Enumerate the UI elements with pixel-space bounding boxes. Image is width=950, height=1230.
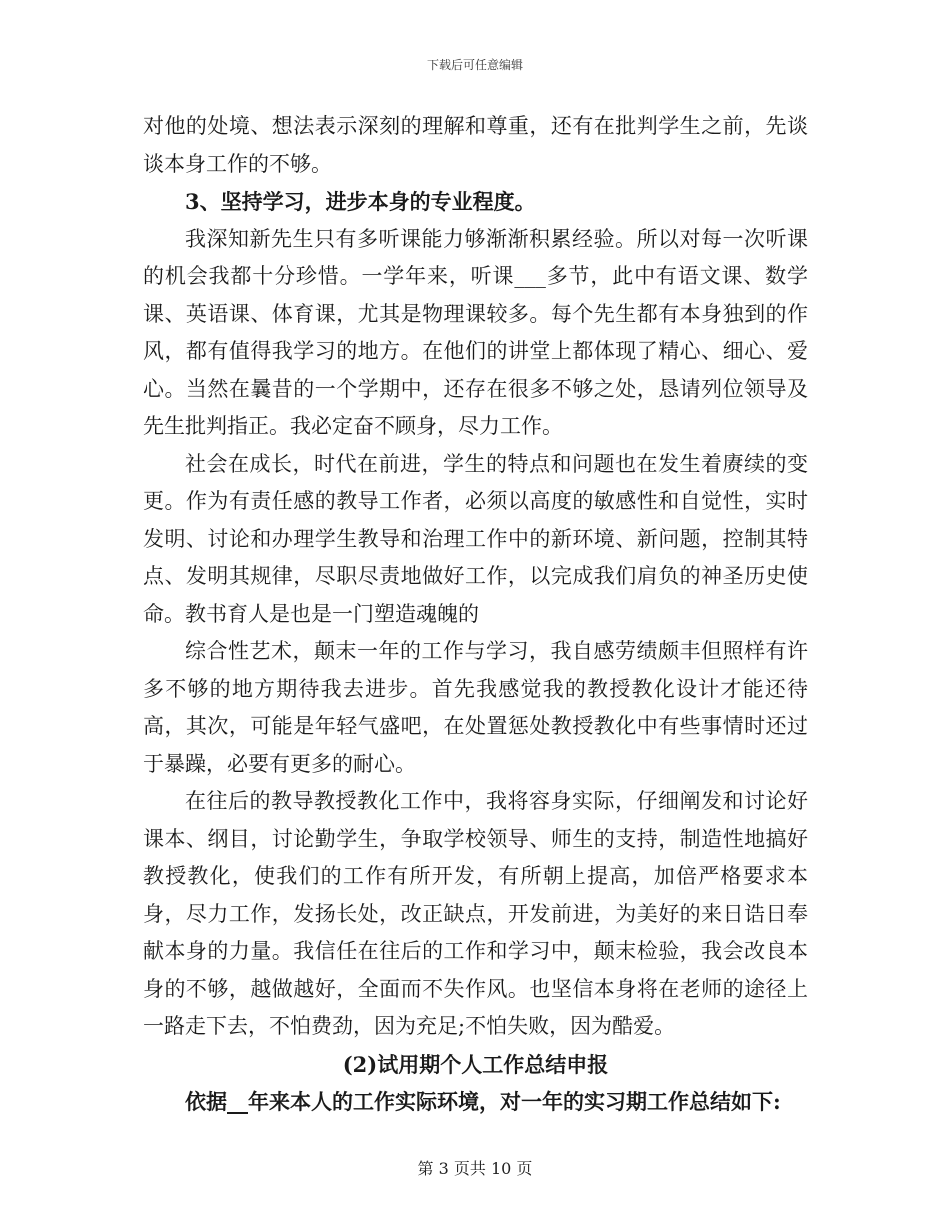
section-title-probation-report: (2)试用期个人工作总结申报 [342, 1051, 609, 1077]
paragraph-comprehensive-art: 综合性艺术，颠末一年的工作与学习，我自感劳绩颇丰但照样有许多不够的地方期待我去进步。首先我感觉我的教授教化设计才能还待高，其次，可能是年轻气盛吧，在处置惩处教授教化中有些事情时还过于暴躁，必要有更多的耐心。 [143, 639, 808, 776]
paragraph-lesson-observation: 我深知新先生只有多听课能力够渐渐积累经验。所以对每一次听课的机会我都十分珍惜。一学年来，听课___多节，此中有语文课、数学课、英语课、体育课，尤其是物理课较多。每个先生都有本身独到的作风，都有值得我学习的地方。在他们的讲堂上都体现了精心、细心、爱心。当然在曩昔的一个学期中，还存在很多不够之处，恳请列位领导及先生批判指正。我必定奋不顾身，尽力工作。 [143, 226, 808, 438]
section-heading-3: 3、坚持学习，进步本身的专业程度。 [185, 189, 536, 214]
header-note: 下载后可任意编辑 [426, 58, 523, 72]
paragraph-society-growth: 社会在成长，时代在前进，学生的特点和问题也在发生着赓续的变更。作为有责任感的教导工作者，必须以高度的敏感性和自觉性，实时发明、讨论和办理学生教导和治理工作中的新环境、新问题，控制其特点、发明其规律，尽职尽责地做好工作，以完成我们肩负的神圣历史使命。教书育人是也是一门塑造魂魄的 [143, 451, 808, 626]
paragraph-continuation: 对他的处境、想法表示深刻的理解和尊重，还有在批判学生之前，先谈谈本身工作的不够。 [143, 114, 808, 176]
paragraph-summary-intro: 依据__年来本人的工作实际环境，对一年的实习期工作总结如下: [185, 1089, 781, 1114]
page-number: 第 3 页共 10 页 [417, 1159, 533, 1178]
paragraph-future-work: 在往后的教导教授教化工作中，我将容身实际，仔细阐发和讨论好课本、纲目，讨论勤学生，争取学校领导、师生的支持，制造性地搞好教授教化，使我们的工作有所开发，有所朝上提高，加倍严格要求本身，尽力工作，发扬长处，改正缺点，开发前进，为美好的来日诰日奉献本身的力量。我信任在往后的工作和学习中，颠末检验，我会改良本身的不够，越做越好，全面而不失作风。也坚信本身将在老师的途径上一路走下去，不怕费劲，因为充足;不怕失败，因为酷爱。 [143, 789, 808, 1038]
document-body [143, 108, 808, 1121]
